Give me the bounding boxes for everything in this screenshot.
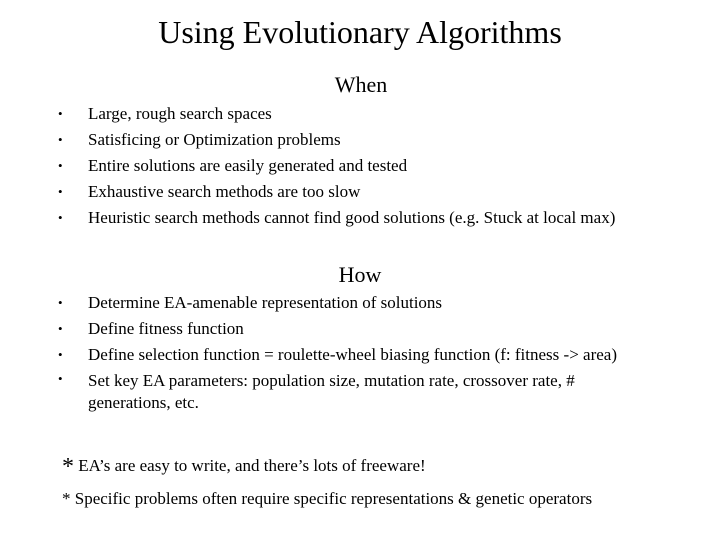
when-heading [0, 72, 720, 98]
bullet-icon: • [58, 371, 63, 386]
list-item-text: Heuristic search methods cannot find good solutions (e.g. Stuck at local max) [88, 208, 616, 227]
list-item-text: Exhaustive search methods are too slow [88, 182, 361, 201]
list-item-text: Satisficing or Optimization problems [88, 130, 341, 149]
list-item [58, 316, 678, 342]
list-item [58, 342, 678, 368]
bullet-icon: • [58, 184, 63, 199]
asterisk-icon: * [62, 454, 74, 480]
freeware-note [62, 454, 702, 481]
when-list [58, 101, 678, 231]
list-item-text: Set key EA parameters: population size, mutation rate, crossover rate, # generations, etc. [88, 371, 575, 412]
how-heading [0, 262, 720, 288]
list-item [58, 179, 678, 205]
note-text: EA’s are easy to write, and there’s lots of freeware! [74, 456, 426, 475]
asterisk-icon: * [62, 489, 71, 508]
bullet-icon: • [58, 210, 63, 225]
bullet-icon: • [58, 132, 63, 147]
list-item [58, 368, 628, 414]
when-heading-text: When [334, 72, 388, 97]
note-text: Specific problems often require specific representations & genetic operators [70, 489, 593, 508]
bullet-icon: • [58, 106, 63, 121]
how-list [58, 290, 678, 414]
slide-title: Using Evolutionary Algorithms [158, 14, 562, 50]
list-item-text: Entire solutions are easily generated and tested [88, 156, 408, 175]
list-item-text: Define selection function = roulette-wheel biasing function (f: fitness -> area) [88, 345, 617, 364]
list-item [58, 205, 678, 231]
bullet-icon: • [58, 158, 63, 173]
bullet-icon: • [58, 321, 63, 336]
list-item [58, 127, 678, 153]
list-item [58, 290, 678, 316]
list-item-text: Determine EA-amenable representation of solutions [88, 293, 443, 312]
list-item [58, 153, 678, 179]
list-item-text: Define fitness function [88, 319, 244, 338]
bullet-icon: • [58, 295, 63, 310]
list-item [58, 101, 678, 127]
operators-note [62, 489, 702, 509]
list-item-text: Large, rough search spaces [88, 104, 272, 123]
how-heading-text: How [338, 262, 382, 287]
bullet-icon: • [58, 347, 63, 362]
